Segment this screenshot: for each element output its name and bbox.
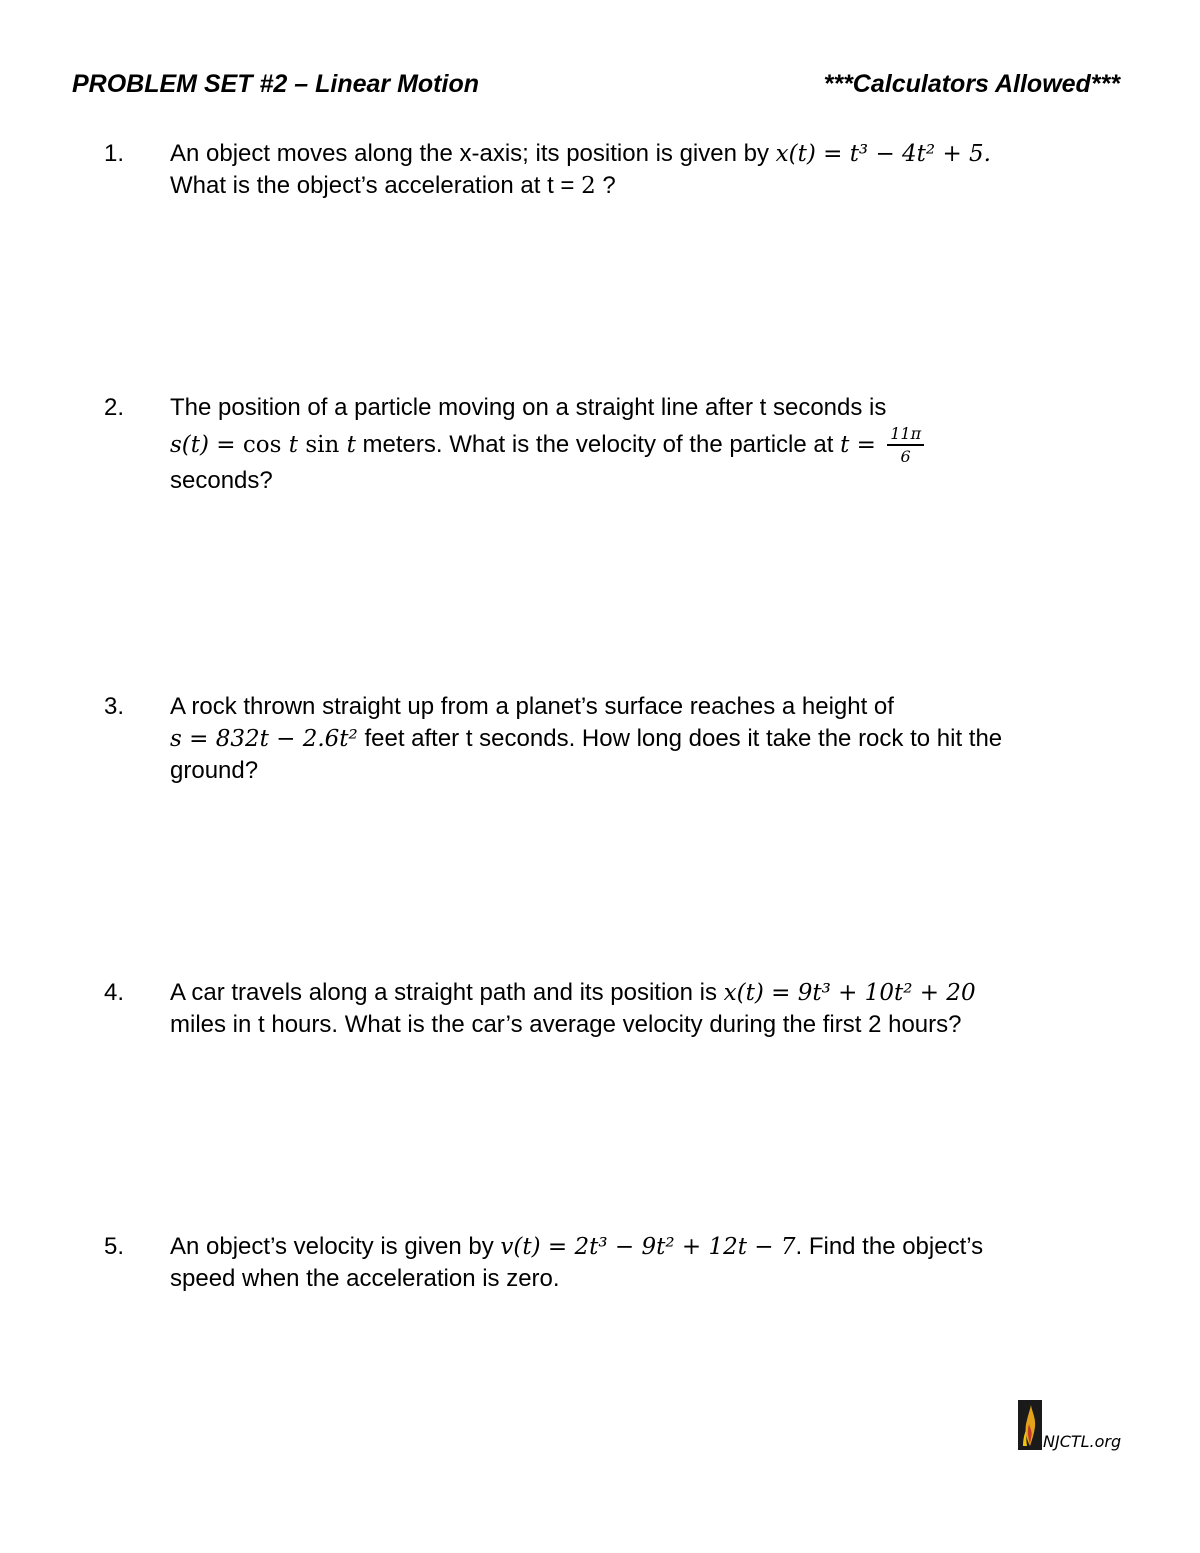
math-expression: s(t) =	[170, 431, 243, 458]
problem-number: 1.	[104, 140, 125, 167]
problem-line	[170, 1009, 1124, 1041]
math-variable: t	[339, 431, 356, 458]
problem-text	[170, 1231, 1124, 1295]
problem-text-segment: seconds?	[170, 467, 273, 494]
problem-text-segment: miles in t hours. What is the car’s average velocity during the first 2 hours?	[170, 1011, 962, 1038]
fraction-numerator: 11π	[887, 426, 924, 446]
problem-line	[170, 1263, 1124, 1295]
problem-text	[170, 392, 1124, 497]
page-title: PROBLEM SET #2 – Linear Motion	[72, 70, 479, 98]
fraction-denominator: 6	[900, 447, 911, 466]
problem-2	[104, 392, 1124, 497]
problem-text	[170, 138, 1124, 202]
problem-text	[170, 977, 1124, 1041]
problem-text-segment: An object’s velocity is given by	[170, 1233, 501, 1260]
problem-line	[170, 1231, 1124, 1263]
math-expression: t =	[840, 431, 884, 458]
problem-text	[170, 691, 1124, 787]
problem-number: 5.	[104, 1233, 125, 1260]
problem-line	[170, 138, 1124, 170]
njctl-logo	[1018, 1400, 1133, 1455]
problem-number: 4.	[104, 979, 125, 1006]
problem-line	[170, 755, 1124, 787]
math-expression: x(t) = 9t³ + 10t² + 20	[723, 980, 976, 1006]
njctl-logo-text: NJCTL.org	[1043, 1432, 1122, 1451]
problem-line	[170, 977, 1124, 1009]
njctl-flame-logo-icon	[1018, 1400, 1042, 1450]
problem-number: 3.	[104, 693, 125, 720]
problem-3	[104, 691, 1124, 787]
math-expression: s = 832t − 2.6t²	[170, 726, 358, 752]
problem-line	[170, 465, 1124, 497]
page-header	[72, 70, 1120, 104]
problem-text-segment: feet after t seconds. How long does it take the rock to hit the	[357, 725, 1003, 752]
math-fraction	[887, 426, 924, 465]
problem-text-segment: A car travels along a straight path and its position is	[170, 979, 724, 1006]
problem-text-segment: ?	[595, 172, 616, 199]
math-expression: 2	[581, 173, 596, 199]
problem-line	[170, 691, 1124, 723]
problem-1	[104, 138, 1124, 202]
problem-line	[170, 426, 1124, 465]
problem-line	[170, 392, 1124, 424]
math-expression: v(t) = 2t³ − 9t² + 12t − 7	[500, 1234, 796, 1260]
problem-line	[170, 170, 1124, 202]
problem-text-segment: ground?	[170, 757, 259, 784]
math-expression: x(t) = t³ − 4t² + 5.	[775, 141, 991, 167]
problem-text-segment: What is the object’s acceleration at t =	[170, 172, 582, 199]
problem-line	[170, 723, 1124, 755]
problem-4	[104, 977, 1124, 1041]
problem-5	[104, 1231, 1124, 1295]
math-function-cos: cos	[242, 431, 282, 458]
problem-text-segment: meters. What is the velocity of the particle at	[355, 430, 841, 458]
problem-text-segment: An object moves along the x-axis; its position is given by	[170, 140, 776, 167]
problem-text-segment: A rock thrown straight up from a planet’s surface reaches a height of	[170, 693, 894, 720]
calculator-note: ***Calculators Allowed***	[823, 70, 1120, 98]
math-function-sin: sin	[305, 431, 340, 458]
math-variable: t	[281, 431, 306, 458]
problem-text-segment: speed when the acceleration is zero.	[170, 1265, 560, 1292]
problem-text-segment: The position of a particle moving on a straight line after t seconds is	[170, 394, 887, 421]
problem-text-segment: . Find the object’s	[795, 1233, 984, 1260]
problem-number: 2.	[104, 394, 125, 421]
